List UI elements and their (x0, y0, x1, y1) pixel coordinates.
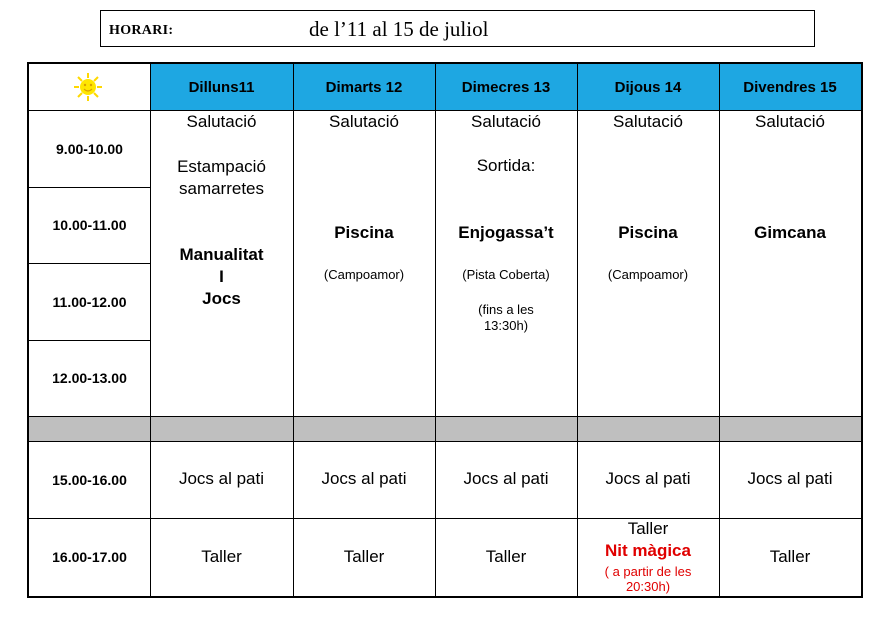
time-slot-2: 10.00-11.00 (52, 217, 127, 233)
corner-cell (29, 64, 150, 110)
time-slot-3: 11.00-12.00 (52, 293, 127, 310)
thursday-afternoon-2-line1: Taller (627, 519, 669, 538)
friday-main: Gimcana (754, 223, 826, 242)
schedule-table (27, 62, 863, 598)
time-slot-5: 15.00-16.00 (52, 471, 127, 488)
day-header-wednesday: Dimecres 13 (435, 64, 577, 110)
friday-afternoon-1-text: Jocs al pati (747, 469, 833, 488)
friday-greeting: Salutació (755, 112, 825, 131)
day-header-monday: Dilluns11 (150, 64, 293, 110)
thursday-main: Piscina (618, 223, 678, 242)
sun-icon (73, 72, 103, 102)
monday-main-line2: I (219, 267, 224, 286)
wednesday-outing: Sortida: (476, 156, 536, 175)
header-label: HORARI: (109, 23, 174, 38)
wednesday-note: (fins a les 13:30h) (478, 302, 534, 333)
thursday-greeting: Salutació (613, 112, 683, 131)
monday-afternoon-1-text: Jocs al pati (178, 469, 265, 488)
day-header-thursday: Dijous 14 (577, 64, 719, 110)
monday-afternoon-2-text: Taller (201, 547, 242, 566)
schedule-header (100, 10, 815, 47)
day-header-friday: Divendres 15 (719, 64, 861, 110)
friday-morning-cell (719, 110, 861, 416)
thursday-morning-cell (577, 110, 719, 416)
time-slot-4: 12.00-13.00 (52, 370, 127, 386)
tuesday-main: Piscina (334, 223, 394, 242)
tuesday-morning-cell (293, 110, 435, 416)
monday-main-line1: Manualitat (179, 245, 264, 264)
wednesday-greeting: Salutació (471, 112, 541, 131)
monday-activity: Estampació samarretes (177, 157, 266, 198)
lunch-separator (29, 416, 861, 441)
monday-morning-cell (150, 110, 293, 416)
thursday-afternoon-2 (577, 518, 719, 596)
time-slot-1: 9.00-10.00 (56, 140, 123, 157)
friday-afternoon-2-text: Taller (769, 547, 811, 566)
wednesday-morning-cell (435, 110, 577, 416)
wednesday-place: (Pista Coberta) (462, 267, 550, 282)
thursday-special-note: ( a partir de les 20:30h) (604, 564, 692, 594)
tuesday-afternoon-1-text: Jocs al pati (321, 469, 407, 488)
monday-greeting: Salutació (186, 112, 257, 131)
header-dates: de l’11 al 15 de juliol (309, 17, 489, 41)
monday-main-line3: Jocs (202, 289, 241, 308)
time-slot-6: 16.00-17.00 (52, 549, 127, 565)
tuesday-afternoon-2-text: Taller (343, 547, 385, 566)
tuesday-greeting: Salutació (329, 112, 399, 131)
tuesday-place: (Campoamor) (323, 267, 405, 282)
thursday-afternoon-1-text: Jocs al pati (605, 469, 691, 488)
wednesday-afternoon-1-text: Jocs al pati (463, 469, 549, 488)
wednesday-main: Enjogassa’t (458, 223, 554, 242)
thursday-special-event: Nit màgica (605, 541, 691, 560)
day-header-tuesday: Dimarts 12 (293, 64, 435, 110)
wednesday-afternoon-2-text: Taller (485, 547, 527, 566)
thursday-place: (Campoamor) (607, 267, 689, 282)
